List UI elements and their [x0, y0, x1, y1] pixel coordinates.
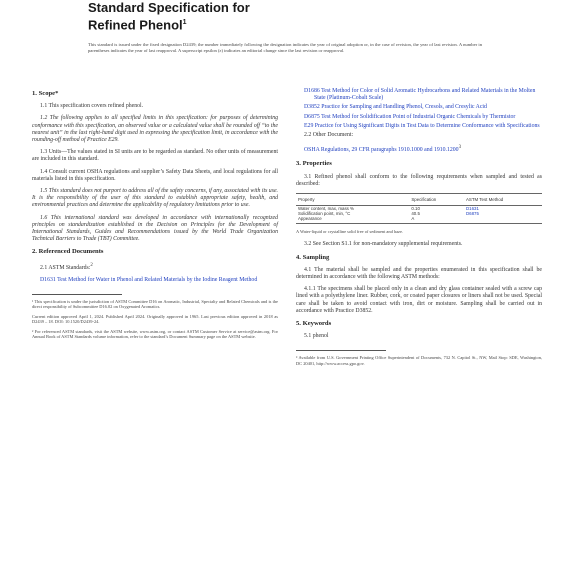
paragraph-4-1-1: 4.1.1 The specimens shall be placed only in a clean and dry glass container sealed with a screw cap lined with a polyethylene liner. Rubber, cork, or coated paper closures or liners shall not be used. Special care shall be taken to avoid contact with iron, dirt or moisture. Sampling shall be carried out in accordance with Practice D3852.	[296, 286, 542, 314]
paragraph-2-2: 2.2 Other Document:	[304, 132, 354, 139]
paragraph-5-1: 5.1 phenol	[304, 333, 329, 340]
paragraph-3-1: 3.1 Refined phenol shall conform to the following requirements when sampled and tested as described:	[296, 173, 542, 187]
paragraph-1-1: 1.1 This specification covers refined phenol.	[40, 103, 144, 110]
section-heading-scope: 1. Scope*	[32, 90, 59, 97]
table-cell	[464, 216, 542, 224]
paragraph-2-1: 2.1 ASTM Standards:$^2$	[40, 262, 93, 271]
test-method-link[interactable]: D6875	[465, 211, 479, 217]
reference-item[interactable]	[32, 277, 278, 284]
designation-note: This standard is issued under the fixed designation D2439; the number immediately following the designation indicates the year of original adoption or, in the case of revision, the year of last revision. A number in parentheses indicates the year of last reapproval. A superscript epsilon (ε) indicates an editorial change since the last revision or reapproval.	[88, 42, 482, 53]
footnote-divider	[32, 294, 122, 295]
table-cell: 40.5	[411, 211, 420, 217]
table-cell: Solidification point, min, °C	[298, 211, 351, 217]
reference-title-link[interactable]: Test Method for Water in Phenol and Related Materials by the Iodine Reagent Method	[57, 276, 258, 283]
reference-title-link[interactable]: Practice for Sampling and Handling Phenol, Cresols, and Cresylic Acid	[321, 104, 487, 111]
section-heading-referenced-documents: 2. Referenced Documents	[32, 248, 104, 256]
reference-code-link[interactable]: E29	[304, 122, 314, 129]
footnote-2: ² For referenced ASTM standards, visit the ASTM website, www.astm.org, or contact ASTM Customer Service at service@astm.org. For Annual Book of ASTM Standards volume information, refer to the standard’s Document Summary page on the ASTM website.	[32, 328, 278, 340]
table-cell: Water content, max, mass %	[298, 206, 354, 212]
reference-code-link[interactable]: D6875	[304, 113, 320, 120]
reference-title-link[interactable]: Practice for Using Significant Digits in Test Data to Determine Conformance with Specifications	[314, 122, 540, 129]
reference-item[interactable]	[296, 114, 542, 121]
reference-code-link[interactable]: D1686	[304, 88, 320, 94]
footnote-1-edition: Current edition approved April 1, 2024. Published April 2024. Originally approved in 1965. Last previous edition approved in 2018 as D2439 – 18. DOI: 10.1520/D2439-24.	[32, 313, 278, 325]
table-cell: 0.10	[411, 206, 420, 212]
column-header-specification: Specification	[409, 193, 464, 205]
reference-code-link[interactable]: D1631	[40, 276, 56, 283]
table-footnote: A Water-liquid or crystalline solid free of sediment and haze.	[296, 229, 404, 235]
table-header-row	[296, 193, 542, 205]
column-header-test-method: ASTM Test Method	[464, 193, 542, 205]
paragraph-1-2: 1.2 The following applies to all specified limits in this specification: for purposes of determining conformance with this specification, an observed value or a calculated value shall be rounded off “to the nearest unit” in the last right-hand digit used in expressing the specification limit, in accordance with the rounding-off method of Practice E29.	[32, 115, 278, 144]
title-line-1: Standard Specification for	[88, 0, 250, 15]
paragraph-1-5: 1.5 This standard does not purport to address all of the safety concerns, if any, associated with its use. It is the responsibility of the user of this standard to establish appropriate safety, health, and environmental practices and determine the applicability of regulatory limitations prior to use.	[32, 188, 278, 209]
table-cell: Appearance	[296, 216, 409, 224]
reference-item[interactable]	[296, 104, 542, 111]
reference-item[interactable]	[296, 88, 542, 102]
footnote-divider	[296, 350, 386, 351]
reference-item[interactable]	[296, 123, 542, 130]
reference-title-link[interactable]: Test Method for Color of Solid Aromatic Hydrocarbons and Related Materials in the Molten State (Platinum-Cobalt Scale)	[314, 88, 536, 102]
column-header-property: Property	[296, 193, 409, 205]
footnote-3: ³ Available from U.S. Government Printing Office Superintendent of Documents, 732 N. Capitol St., NW, Mail Stop: SDE, Washington, DC 20401, http://www.access.gpo.gov.	[296, 355, 542, 366]
paragraph-1-4: 1.4 Consult current OSHA regulations and supplier’s Safety Data Sheets, and local regulations for all materials listed in this specification.	[32, 168, 278, 182]
section-heading-properties: 3. Properties	[296, 160, 332, 168]
reference-item-osha[interactable]: OSHA Regulations, 29 CFR paragraphs 1910.1000 and 1910.1200$^3$	[304, 145, 461, 154]
title-footnote-marker: 1	[182, 19, 187, 26]
paragraph-4-1: 4.1 The material shall be sampled and the properties enumerated in this specification shall be determined in accordance with the following ASTM methods:	[296, 266, 542, 280]
properties-table	[296, 193, 542, 224]
table-cell: A	[409, 216, 464, 224]
title-line-2: Refined Phenol$^1$	[88, 17, 187, 33]
table-row	[296, 216, 542, 224]
section-heading-keywords: 5. Keywords	[296, 319, 332, 327]
test-method-link[interactable]: D1631	[465, 206, 479, 212]
paragraph-1-6: 1.6 This international standard was developed in accordance with internationally recognized principles on standardization established in the Decision on Principles for the Development of International Standards, Guides and Recommendations issued by the World Trade Organization Technical Barriers to Trade (TBT) Committee.	[32, 214, 278, 243]
footnote-1: ¹ This specification is under the jurisdiction of ASTM Committee D16 on Aromatic, Industrial, Specialty and Related Chemicals and is the direct responsibility of Subcommittee D16.02 on Oxygenated Aromatics.	[32, 298, 278, 310]
left-column	[32, 90, 278, 343]
reference-code-link[interactable]: D3852	[304, 104, 320, 111]
paragraph-3-2: 3.2 See Section S1.1 for non-mandatory supplemental requirements.	[304, 241, 463, 248]
section-heading-sampling: 4. Sampling	[296, 253, 330, 261]
osha-reference-link[interactable]: OSHA Regulations, 29 CFR paragraphs 1910.1000 and 1910.1200	[304, 147, 459, 154]
reference-title-link[interactable]: Test Method for Solidification Point of Industrial Organic Chemicals by Thermistor	[321, 113, 516, 120]
right-column	[296, 88, 542, 370]
document-title	[88, 0, 250, 32]
paragraph-1-3: 1.3 Units—The values stated in SI units are to be regarded as standard. No other units of measurement are included in this standard.	[32, 149, 278, 163]
